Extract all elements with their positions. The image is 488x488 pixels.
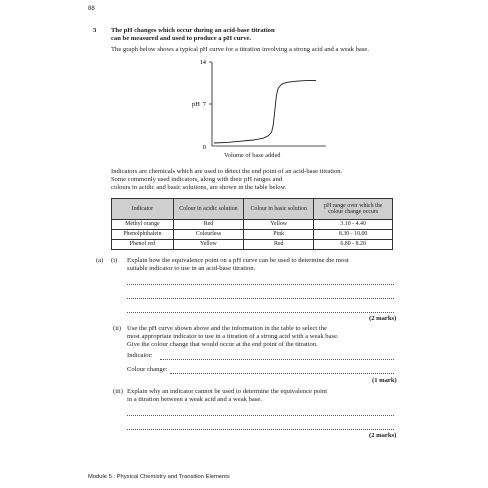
table-cell: Red (244, 240, 314, 250)
page-number: 88 (88, 6, 95, 12)
table-cell: Phenol red (112, 240, 174, 250)
indicator-answer-field[interactable] (160, 359, 394, 360)
marks-a-i: (2 marks) (369, 315, 397, 322)
part-a-i-line2: suitable indicator to use in an acid-base titration. (127, 265, 256, 272)
table-header-cell: Colour in acidic solution (173, 199, 243, 220)
indicators-intro-line1: Indicators are chemicals which are used to detect the end point of an acid-base titration. (111, 168, 343, 175)
table-cell: 3.10 - 4.40 (314, 220, 393, 230)
table-row (112, 240, 393, 250)
y-axis-label: pH (192, 101, 200, 108)
table-cell: 6.80 - 8.20 (314, 240, 393, 250)
table-row (112, 220, 393, 230)
question-intro-line1: The pH changes which occur during an acid-base titration (111, 27, 275, 34)
part-a-ii-line3: Give the colour change that would occur at the end point of the titration. (127, 341, 318, 348)
answer-line-a-iii-2[interactable] (127, 429, 394, 430)
x-axis-label: Volume of base added (224, 152, 281, 159)
table-header-row (112, 199, 393, 220)
table-header-cell: pH range over which the colour change occurs (314, 199, 393, 220)
part-a-iii-label: (iii) (113, 388, 123, 395)
table-cell: Yellow (244, 220, 314, 230)
table-header-cell: Colour in basic solution (244, 199, 314, 220)
part-a-i-line1: Explain how the equivalence point on a pH curve can be used to determine the most (127, 257, 349, 264)
page-footer: Module 5 : Physical Chemistry and Transition Elements (88, 474, 230, 480)
marks-a-ii: (1 mark) (372, 377, 397, 384)
ph-curve-line (214, 81, 316, 143)
table-header-cell: Indicator (112, 199, 174, 220)
part-a-iii-line2: in a titration between a weak acid and a weak base. (127, 396, 262, 403)
colour-change-answer-field[interactable] (170, 373, 394, 374)
colour-change-answer-label: Colour change: (127, 366, 168, 373)
table-cell: Pink (244, 230, 314, 240)
part-a-ii-line1: Use the pH curve shown above and the information in the table to select the (127, 325, 327, 332)
indicator-table (111, 198, 393, 250)
indicator-answer-label: Indicator: (127, 352, 153, 359)
part-a-ii-line2: most appropriate indicator to use in a titration of a strong acid with a weak base. (127, 333, 339, 340)
answer-line-a-i-3[interactable] (127, 312, 394, 313)
indicators-intro-line2: Some commonly used indicators, along with their pH ranges and (111, 176, 283, 183)
ph-curve-chart (190, 56, 330, 160)
part-a-label: (a) (96, 257, 104, 264)
table-row (112, 230, 393, 240)
table-cell: Colourless (173, 230, 243, 240)
table-cell: Methyl orange (112, 220, 174, 230)
part-a-i-label: (i) (111, 257, 118, 264)
graph-intro: The graph below shows a typical pH curve for a titration involving a strong acid and a weak base. (111, 46, 369, 53)
y-tick-label-0: 0 (202, 144, 206, 151)
y-tick-label-14: 14 (199, 59, 206, 66)
table-cell: Red (173, 220, 243, 230)
question-number: 3 (93, 27, 97, 34)
answer-line-a-iii-1[interactable] (127, 415, 394, 416)
part-a-iii-line1: Explain why an indicator cannot be used to determine the equivalence point (127, 388, 328, 395)
answer-line-a-i-1[interactable] (127, 284, 394, 285)
marks-a-iii: (2 marks) (369, 432, 397, 439)
question-intro-line2: can be measured and used to produce a pH curve. (111, 35, 252, 42)
indicators-intro-line3: colours in acidic and basic solutions, are shown in the table below. (111, 184, 287, 191)
y-tick-label-7: 7 (202, 101, 206, 108)
part-a-ii-label: (ii) (113, 325, 122, 332)
table-cell: Phenolphthalein (112, 230, 174, 240)
table-cell: Yellow (173, 240, 243, 250)
table-cell: 8.30 - 10.00 (314, 230, 393, 240)
answer-line-a-i-2[interactable] (127, 298, 394, 299)
